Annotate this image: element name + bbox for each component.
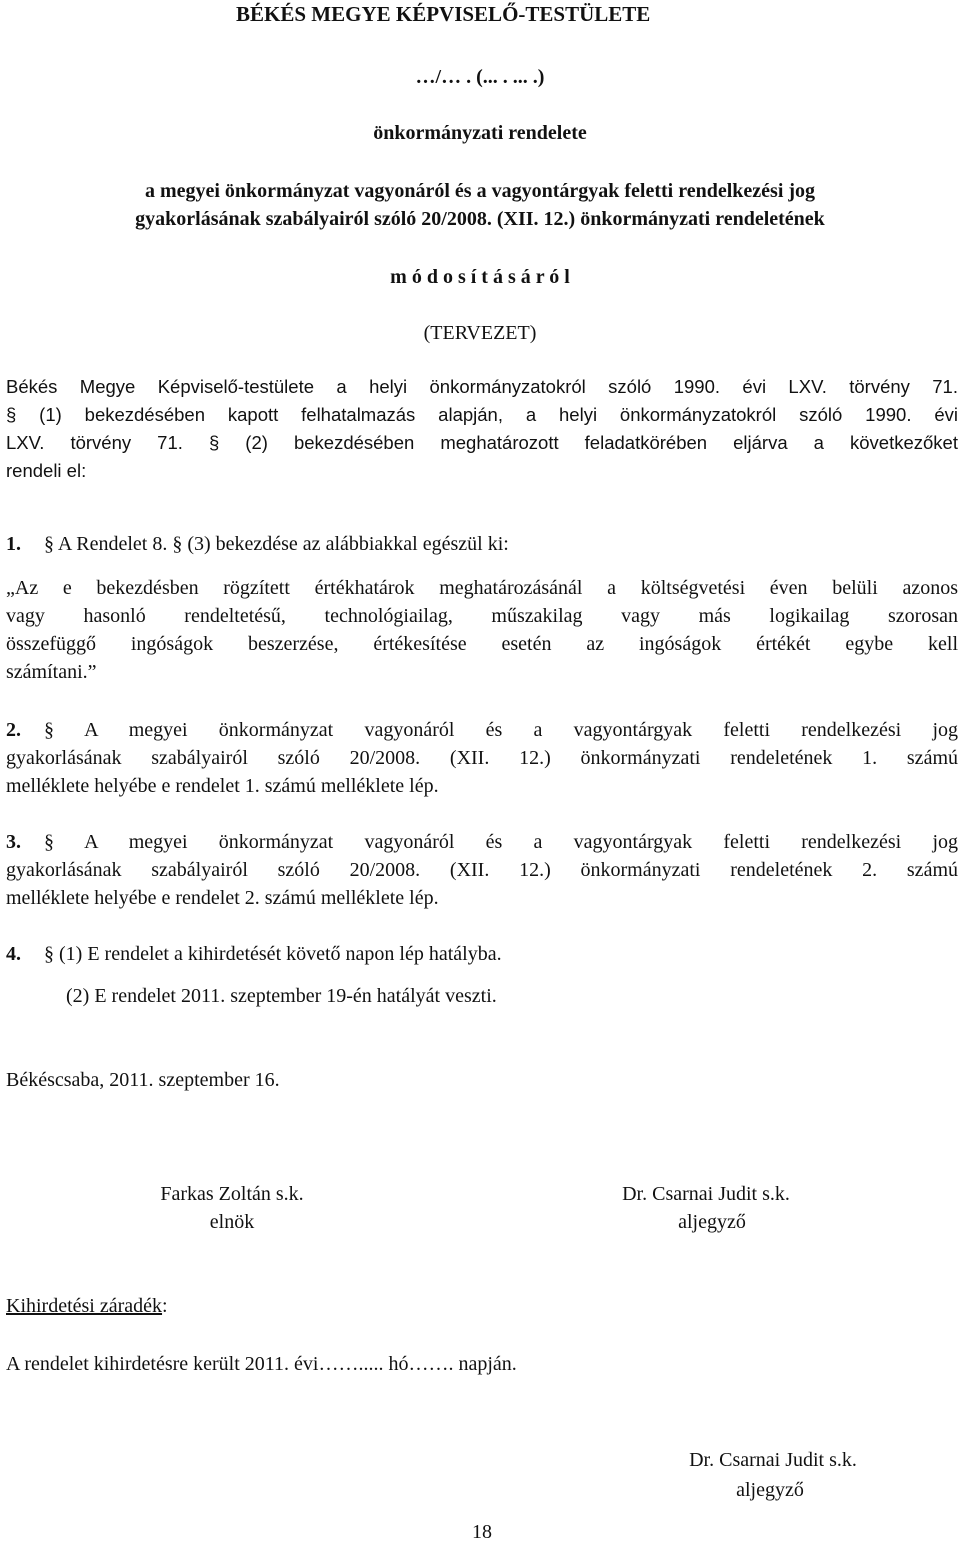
page-number: 18	[472, 1521, 492, 1543]
section-1-heading: § A Rendelet 8. § (3) bekezdése az alábbiakkal egészül ki:	[44, 533, 509, 555]
section-1-quote-line-4: számítani.”	[6, 661, 97, 683]
section-1-quote-line-3: összefüggő ingóságok beszerzése, értékesítése esetén az ingóságok értékét egybe kell	[6, 633, 958, 655]
draft-label: (TERVEZET)	[423, 322, 537, 344]
subject-line-2: gyakorlásának szabályairól szóló 20/2008. (XII. 12.) önkormányzati rendeletének	[135, 208, 825, 230]
section-3-line-2: gyakorlásának szabályairól szóló 20/2008. (XII. 12.) önkormányzati rendeletének 2. számú	[6, 859, 958, 881]
promulgation-colon: :	[162, 1295, 168, 1317]
preamble-line-2: § (1) bekezdésében kapott felhatalmazás alapján, a helyi önkormányzatokról szóló 1990. évi	[6, 404, 958, 425]
section-1-quote-line-2: vagy hasonló rendeltetésű, technológiailag, műszakilag vagy más logikailag szorosan	[6, 605, 958, 627]
decree-number: …/… . (... . ... .)	[415, 66, 545, 88]
preamble-line-4: rendeli el:	[6, 460, 87, 481]
section-4-line-1: § (1) E rendelet a kihirdetését követő napon lép hatályba.	[44, 943, 502, 965]
section-3-number: 3.	[6, 831, 21, 853]
section-1-number: 1.	[6, 533, 21, 555]
signature-left-name: Farkas Zoltán s.k.	[160, 1183, 304, 1205]
section-2-line-2: gyakorlásának szabályairól szóló 20/2008. (XII. 12.) önkormányzati rendeletének 1. számú	[6, 747, 958, 769]
promulgation-heading: Kihirdetési záradék	[6, 1295, 163, 1317]
amendment-heading: m ó d o s í t á s á r ó l	[390, 266, 570, 288]
signature-right-name: Dr. Csarnai Judit s.k.	[622, 1183, 790, 1205]
section-3-line-3: melléklete helyébe e rendelet 2. számú melléklete lép.	[6, 887, 439, 909]
decree-type: önkormányzati rendelete	[373, 122, 587, 144]
signature-left-title: elnök	[209, 1211, 255, 1233]
preamble-line-1: Békés Megye Képviselő-testülete a helyi önkormányzatokról szóló 1990. évi LXV. törvény 71.	[6, 376, 958, 397]
section-3-line-1: § A megyei önkormányzat vagyonáról és a vagyontárgyak feletti rendelkezési jog	[44, 831, 958, 853]
section-1-quote-line-1: „Az e bekezdésben rögzített értékhatárok meghatározásánál a költségvetési éven belüli azonos	[6, 577, 958, 599]
place-date: Békéscsaba, 2011. szeptember 16.	[6, 1069, 280, 1091]
promulgation-text: A rendelet kihirdetésre került 2011. évi……..... hó……. napján.	[6, 1353, 517, 1375]
preamble-line-3: LXV. törvény 71. § (2) bekezdésében meghatározott feladatkörében eljárva a következőket	[6, 432, 958, 453]
promulgation-signer-title: aljegyző	[736, 1479, 804, 1501]
section-2-line-1: § A megyei önkormányzat vagyonáról és a vagyontárgyak feletti rendelkezési jog	[44, 719, 958, 741]
section-2-number: 2.	[6, 719, 21, 741]
signature-right-title: aljegyző	[678, 1211, 746, 1233]
promulgation-block	[6, 1292, 168, 1320]
promulgation-signer-name: Dr. Csarnai Judit s.k.	[689, 1449, 857, 1471]
council-title: BÉKÉS MEGYE KÉPVISELŐ-TESTÜLETE	[236, 2, 651, 26]
section-4-number: 4.	[6, 943, 21, 965]
section-2-line-3: melléklete helyébe e rendelet 1. számú melléklete lép.	[6, 775, 439, 797]
section-4-line-2: (2) E rendelet 2011. szeptember 19-én hatályát veszti.	[66, 985, 497, 1007]
subject-line-1: a megyei önkormányzat vagyonáról és a vagyontárgyak feletti rendelkezési jog	[144, 180, 816, 202]
